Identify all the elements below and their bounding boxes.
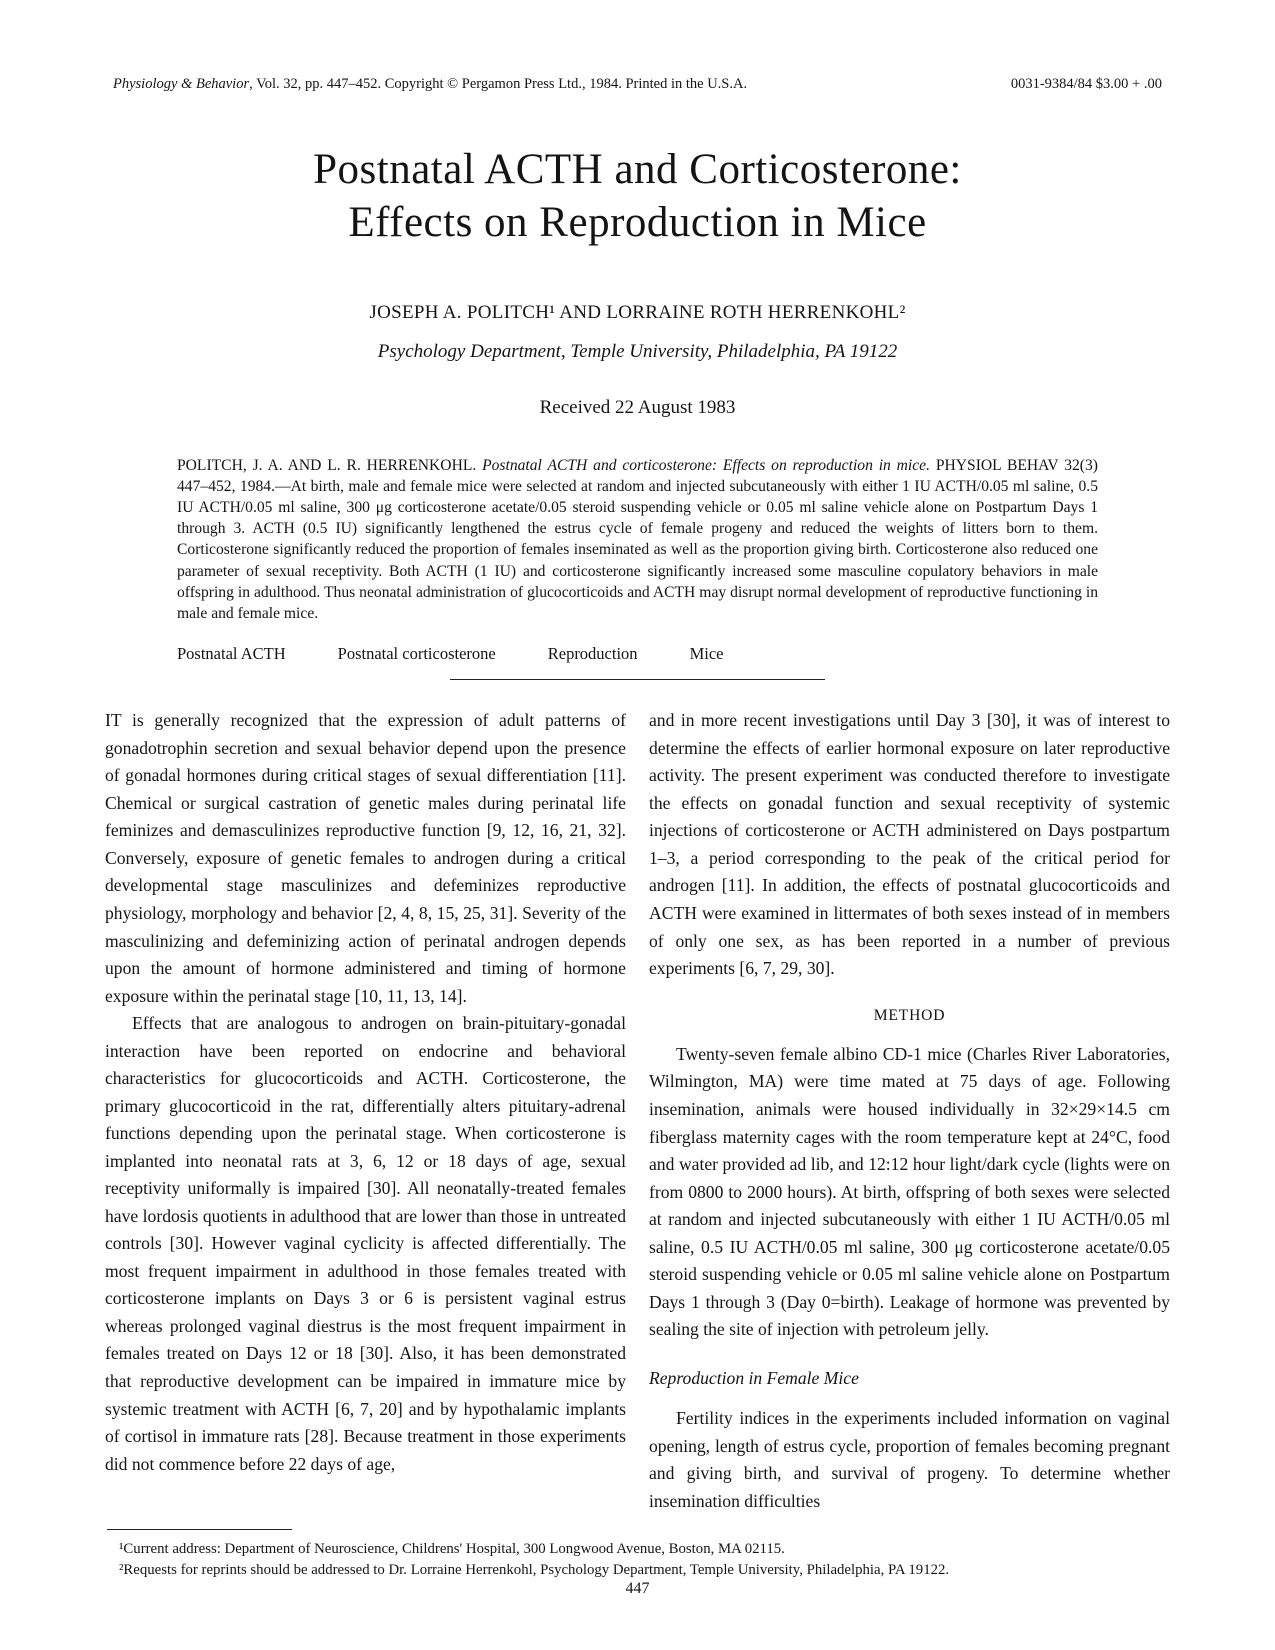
footnote-2: ²Requests for reprints should be addressed to Dr. Lorraine Herrenkohl, Psychology Department, Temple University, Philadelphia, PA 19122. [119, 1562, 950, 1579]
journal-header-row [105, 76, 1170, 93]
authors-line: JOSEPH A. POLITCH¹ AND LORRAINE ROTH HERRENKOHL² [369, 301, 906, 323]
abstract-article-title: Postnatal ACTH and corticosterone: Effects on reproduction in mice. [482, 456, 931, 474]
method-paragraph-1: Twenty-seven female albino CD-1 mice (Charles River Laboratories, Wilmington, MA) were time mated at 75 days of age. Following insemination, animals were housed individually in 32×29×14.5 cm fiberglass maternity cages with the room temperature kept at 24°C, food and water provided ad lib, and 12:12 hour light/dark cycle (lights were on from 0800 to 2000 hours). At birth, offspring of both sexes were selected at random and injected subcutaneously with either 1 IU ACTH/0.05 ml saline, 0.5 IU ACTH/0.05 ml saline, 300 μg corticosterone acetate/0.05 steroid suspending vehicle or 0.05 ml saline vehicle alone on Postpartum Days 1 through 3 (Day 0=birth). Leakage of hormone was prevented by sealing the site of injection with petroleum jelly. [649, 1043, 1170, 1340]
intro-paragraph-1: IT is generally recognized that the expression of adult patterns of gonadotrophin secretion and sexual behavior depend upon the presence of gonadal hormones during critical stages of sexual differentiation [11]. Chemical or surgical castration of genetic males during perinatal life feminizes and demasculinizes reproductive function [9, 12, 16, 21, 32]. Conversely, exposure of genetic females to androgen during a critical developmental stage masculinizes and defeminizes reproductive physiology, morphology and behavior [2, 4, 8, 15, 25, 31]. Severity of the masculinizing and defeminizing action of perinatal androgen depends upon the amount of hormone administered and timing of hormone exposure within the perinatal stage [10, 11, 13, 14]. [105, 710, 626, 1006]
intro-paragraph-3: and in more recent investigations until Day 3 [30], it was of interest to determine the effects of earlier hormonal exposure on later reproductive activity. The present experiment was conducted therefore to investigate the effects on gonadal function and sexual receptivity of systemic injections of corticosterone or ACTH administered on Days postpartum 1–3, a period corresponding to the peak of the critical period for androgen [11]. In addition, the effects of postnatal glucocorticoids and ACTH were examined in littermates of both sexes instead of in members of only one sex, as has been reported in a number of previous experiments [6, 7, 29, 30]. [649, 710, 1170, 979]
footnote-block [105, 1529, 1170, 1581]
footnote-1: ¹Current address: Department of Neuroscience, Childrens' Hospital, 300 Longwood Avenue, Boston, MA 02115. [119, 1541, 785, 1558]
keywords-row [177, 644, 1098, 664]
abstract-citation-head: POLITCH, J. A. AND L. R. HERRENKOHL. [177, 456, 483, 474]
right-column [649, 707, 1170, 1515]
keyword-item: Reproduction [547, 644, 638, 664]
intro-paragraph-2: Effects that are analogous to androgen on brain-pituitary-gonadal interaction have been reported on endocrine and behavioral characteristics for glucocorticoids and ACTH. Corticosterone, the primary glucocorticoid in the rat, differentially alters pituitary-adrenal functions depending upon the perinatal stage. When corticosterone is implanted into neonatal rats at 3, 6, 12 or 18 days of age, sexual receptivity uniformally is impaired [30]. All neonatally-treated females have lordosis quotients in adulthood that are lower than those in untreated controls [30]. However vaginal cyclicity is affected differentially. The most frequent impairment in adulthood in those females treated with corticosterone implants on Days 3 or 6 is persistent vaginal estrus whereas prolonged vaginal diestrus is the most frequent impairment in females treated on Days 12 or 18 [30]. Also, it has been demonstrated that reproductive development can be impaired in immature mice by systemic treatment with ACTH [6, 7, 20] and by hypothalamic implants of cortisol in immature rats [28]. Because treatment in those experiments did not commence before 22 days of age, [105, 1013, 626, 1474]
paper-title-line1: Postnatal ACTH and Corticosterone: [313, 146, 962, 193]
page-number: 447 [625, 1580, 650, 1597]
affiliation-line: Psychology Department, Temple University, Philadelphia, PA 19122 [377, 340, 898, 362]
journal-citation [113, 76, 747, 93]
reproduction-paragraph-1: Fertility indices in the experiments included information on vaginal opening, length of estrus cycle, proportion of females becoming pregnant and giving birth, and survival of progeny. To determine whether insemination difficulties [649, 1408, 1170, 1511]
subsection-heading-reproduction-female-mice: Reproduction in Female Mice [649, 1367, 859, 1388]
keyword-item: Postnatal corticosterone [337, 644, 496, 664]
journal-name: Physiology & Behavior [113, 76, 250, 92]
abstract [177, 455, 1098, 625]
paper-title [105, 143, 1170, 250]
abstract-body: PHYSIOL BEHAV 32(3) 447–452, 1984.—At birth, male and female mice were selected at random and injected subcutaneously with either 1 IU ACTH/0.05 ml saline, 0.5 IU ACTH/0.05 ml saline, 300 μg corticosterone acetate/0.05 steroid suspending vehicle or 0.05 ml saline vehicle alone on Postpartum Days 1 through 3. ACTH (0.5 IU) significantly lengthened the estrus cycle of female progeny and reduced the weights of litters born to them. Corticosterone significantly reduced the proportion of females inseminated as well as the proportion giving birth. Corticosterone also reduced one parameter of sexual receptivity. Both ACTH (1 IU) and corticosterone significantly increased some masculine copulatory behaviors in male offspring in adulthood. Thus neonatal administration of glucocorticoids and ACTH may disrupt normal development of reproductive functioning in male and female mice. [177, 456, 1098, 623]
body-columns [105, 707, 1170, 1515]
keyword-item: Mice [689, 644, 724, 664]
method-heading: METHOD [873, 1006, 946, 1024]
paper-title-line2: Effects on Reproduction in Mice [348, 199, 927, 247]
journal-citation-rest: , Vol. 32, pp. 447–452. Copyright © Pergamon Press Ltd., 1984. Printed in the U.S.A. [249, 76, 748, 92]
keyword-item: Postnatal ACTH [177, 644, 286, 664]
received-date: Received 22 August 1983 [539, 396, 736, 418]
issn-price-code: 0031-9384/84 $3.00 + .00 [1010, 76, 1162, 92]
keywords-divider-rule [450, 679, 825, 680]
left-column [105, 707, 626, 1515]
footnote-divider-rule [107, 1529, 292, 1530]
